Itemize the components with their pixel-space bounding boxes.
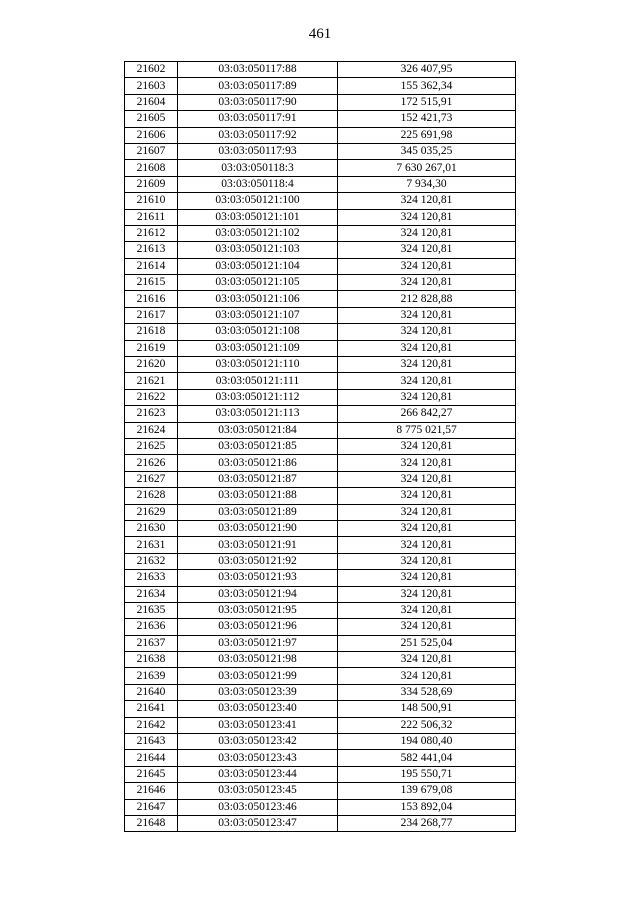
row-number-cell: 21607 [125,143,178,159]
cadastral-value-cell: 334 528,69 [338,684,516,700]
table-row [125,340,516,356]
cadastral-number-cell: 03:03:050121:103 [178,242,338,258]
table-body [125,62,516,832]
row-number-cell: 21617 [125,307,178,323]
cadastral-value-table [124,61,516,832]
cadastral-value-cell: 324 120,81 [338,225,516,241]
row-number-cell: 21602 [125,62,178,78]
cadastral-number-cell: 03:03:050121:100 [178,193,338,209]
row-number-cell: 21630 [125,520,178,536]
table-row [125,307,516,323]
table-row [125,373,516,389]
table-row [125,815,516,831]
table-row [125,488,516,504]
cadastral-value-cell: 324 120,81 [338,553,516,569]
row-number-cell: 21633 [125,570,178,586]
cadastral-value-cell: 7 934,30 [338,176,516,192]
cadastral-number-cell: 03:03:050123:42 [178,734,338,750]
table-row [125,586,516,602]
cadastral-value-cell: 324 120,81 [338,570,516,586]
row-number-cell: 21648 [125,815,178,831]
cadastral-value-cell: 153 892,04 [338,799,516,815]
cadastral-value-cell: 324 120,81 [338,438,516,454]
cadastral-value-cell: 324 120,81 [338,537,516,553]
row-number-cell: 21646 [125,783,178,799]
table-row [125,799,516,815]
row-number-cell: 21608 [125,160,178,176]
table-row [125,324,516,340]
cadastral-number-cell: 03:03:050123:41 [178,717,338,733]
row-number-cell: 21615 [125,275,178,291]
table-row [125,275,516,291]
cadastral-number-cell: 03:03:050123:39 [178,684,338,700]
table-row [125,176,516,192]
row-number-cell: 21609 [125,176,178,192]
cadastral-value-cell: 222 506,32 [338,717,516,733]
table-row [125,258,516,274]
cadastral-number-cell: 03:03:050121:104 [178,258,338,274]
row-number-cell: 21645 [125,766,178,782]
cadastral-number-cell: 03:03:050121:97 [178,635,338,651]
cadastral-number-cell: 03:03:050121:99 [178,668,338,684]
row-number-cell: 21610 [125,193,178,209]
cadastral-value-cell: 195 550,71 [338,766,516,782]
cadastral-number-cell: 03:03:050117:90 [178,94,338,110]
table-row [125,209,516,225]
cadastral-number-cell: 03:03:050121:91 [178,537,338,553]
cadastral-value-cell: 324 120,81 [338,193,516,209]
row-number-cell: 21638 [125,652,178,668]
row-number-cell: 21623 [125,406,178,422]
cadastral-number-cell: 03:03:050118:4 [178,176,338,192]
cadastral-value-cell: 266 842,27 [338,406,516,422]
cadastral-value-cell: 324 120,81 [338,520,516,536]
cadastral-number-cell: 03:03:050121:113 [178,406,338,422]
cadastral-number-cell: 03:03:050121:102 [178,225,338,241]
table-row [125,619,516,635]
table-row [125,438,516,454]
cadastral-value-cell: 139 679,08 [338,783,516,799]
cadastral-value-cell: 324 120,81 [338,209,516,225]
cadastral-number-cell: 03:03:050121:108 [178,324,338,340]
cadastral-value-cell: 172 515,91 [338,94,516,110]
row-number-cell: 21611 [125,209,178,225]
cadastral-value-cell: 234 268,77 [338,815,516,831]
table-row [125,62,516,78]
row-number-cell: 21632 [125,553,178,569]
cadastral-number-cell: 03:03:050121:84 [178,422,338,438]
cadastral-value-cell: 324 120,81 [338,652,516,668]
cadastral-value-cell: 324 120,81 [338,504,516,520]
table-row [125,734,516,750]
row-number-cell: 21606 [125,127,178,143]
cadastral-number-cell: 03:03:050123:46 [178,799,338,815]
cadastral-value-cell: 324 120,81 [338,668,516,684]
cadastral-value-cell: 194 080,40 [338,734,516,750]
table-row [125,602,516,618]
table-row [125,78,516,94]
table-row [125,537,516,553]
row-number-cell: 21640 [125,684,178,700]
row-number-cell: 21612 [125,225,178,241]
row-number-cell: 21605 [125,111,178,127]
table-row [125,783,516,799]
cadastral-number-cell: 03:03:050117:92 [178,127,338,143]
cadastral-number-cell: 03:03:050123:40 [178,701,338,717]
table-row [125,242,516,258]
cadastral-value-cell: 324 120,81 [338,488,516,504]
row-number-cell: 21639 [125,668,178,684]
table-row [125,193,516,209]
table-row [125,750,516,766]
table-row [125,111,516,127]
table-row [125,570,516,586]
cadastral-value-cell: 345 035,25 [338,143,516,159]
table-row [125,357,516,373]
cadastral-number-cell: 03:03:050123:45 [178,783,338,799]
row-number-cell: 21603 [125,78,178,94]
row-number-cell: 21624 [125,422,178,438]
table-row [125,684,516,700]
table-row [125,635,516,651]
cadastral-value-cell: 324 120,81 [338,324,516,340]
row-number-cell: 21627 [125,471,178,487]
cadastral-number-cell: 03:03:050121:89 [178,504,338,520]
cadastral-number-cell: 03:03:050121:110 [178,357,338,373]
row-number-cell: 21616 [125,291,178,307]
cadastral-value-cell: 324 120,81 [338,275,516,291]
row-number-cell: 21613 [125,242,178,258]
table-row [125,520,516,536]
cadastral-number-cell: 03:03:050117:93 [178,143,338,159]
table-row [125,652,516,668]
cadastral-value-cell: 324 120,81 [338,619,516,635]
cadastral-value-cell: 324 120,81 [338,602,516,618]
cadastral-number-cell: 03:03:050121:101 [178,209,338,225]
table-row [125,406,516,422]
cadastral-number-cell: 03:03:050121:109 [178,340,338,356]
row-number-cell: 21647 [125,799,178,815]
table-row [125,701,516,717]
row-number-cell: 21637 [125,635,178,651]
table-row [125,160,516,176]
cadastral-value-cell: 148 500,91 [338,701,516,717]
row-number-cell: 21622 [125,389,178,405]
cadastral-value-cell: 324 120,81 [338,455,516,471]
row-number-cell: 21604 [125,94,178,110]
cadastral-number-cell: 03:03:050121:107 [178,307,338,323]
table-row [125,553,516,569]
cadastral-value-cell: 225 691,98 [338,127,516,143]
row-number-cell: 21619 [125,340,178,356]
table-row [125,225,516,241]
row-number-cell: 21641 [125,701,178,717]
cadastral-number-cell: 03:03:050121:105 [178,275,338,291]
cadastral-value-cell: 324 120,81 [338,471,516,487]
table-row [125,94,516,110]
row-number-cell: 21634 [125,586,178,602]
row-number-cell: 21629 [125,504,178,520]
cadastral-number-cell: 03:03:050117:88 [178,62,338,78]
row-number-cell: 21625 [125,438,178,454]
cadastral-number-cell: 03:03:050121:106 [178,291,338,307]
cadastral-number-cell: 03:03:050117:89 [178,78,338,94]
cadastral-number-cell: 03:03:050123:47 [178,815,338,831]
row-number-cell: 21628 [125,488,178,504]
table-row [125,471,516,487]
table-row [125,127,516,143]
cadastral-number-cell: 03:03:050118:3 [178,160,338,176]
row-number-cell: 21614 [125,258,178,274]
cadastral-value-cell: 251 525,04 [338,635,516,651]
row-number-cell: 21620 [125,357,178,373]
row-number-cell: 21642 [125,717,178,733]
cadastral-value-cell: 324 120,81 [338,242,516,258]
cadastral-number-cell: 03:03:050123:44 [178,766,338,782]
table-row [125,389,516,405]
cadastral-value-cell: 155 362,34 [338,78,516,94]
table-row [125,143,516,159]
row-number-cell: 21636 [125,619,178,635]
cadastral-number-cell: 03:03:050121:86 [178,455,338,471]
page-number: 461 [308,26,332,42]
cadastral-number-cell: 03:03:050121:95 [178,602,338,618]
cadastral-number-cell: 03:03:050121:112 [178,389,338,405]
cadastral-value-cell: 7 630 267,01 [338,160,516,176]
row-number-cell: 21618 [125,324,178,340]
row-number-cell: 21644 [125,750,178,766]
row-number-cell: 21626 [125,455,178,471]
cadastral-value-cell: 324 120,81 [338,357,516,373]
table-row [125,766,516,782]
cadastral-value-cell: 324 120,81 [338,340,516,356]
cadastral-value-cell: 212 828,88 [338,291,516,307]
table-row [125,504,516,520]
cadastral-number-cell: 03:03:050121:88 [178,488,338,504]
table-row [125,422,516,438]
cadastral-number-cell: 03:03:050121:87 [178,471,338,487]
cadastral-value-cell: 326 407,95 [338,62,516,78]
cadastral-number-cell: 03:03:050121:85 [178,438,338,454]
table-row [125,291,516,307]
cadastral-number-cell: 03:03:050117:91 [178,111,338,127]
cadastral-number-cell: 03:03:050121:111 [178,373,338,389]
row-number-cell: 21635 [125,602,178,618]
row-number-cell: 21631 [125,537,178,553]
table-row [125,455,516,471]
cadastral-value-cell: 324 120,81 [338,307,516,323]
cadastral-number-cell: 03:03:050121:90 [178,520,338,536]
row-number-cell: 21643 [125,734,178,750]
cadastral-number-cell: 03:03:050121:94 [178,586,338,602]
cadastral-value-cell: 8 775 021,57 [338,422,516,438]
cadastral-value-cell: 324 120,81 [338,389,516,405]
cadastral-value-cell: 582 441,04 [338,750,516,766]
cadastral-number-cell: 03:03:050121:96 [178,619,338,635]
cadastral-number-cell: 03:03:050121:98 [178,652,338,668]
row-number-cell: 21621 [125,373,178,389]
table-row [125,717,516,733]
cadastral-value-cell: 324 120,81 [338,373,516,389]
cadastral-number-cell: 03:03:050121:93 [178,570,338,586]
cadastral-value-cell: 324 120,81 [338,258,516,274]
table-row [125,668,516,684]
cadastral-number-cell: 03:03:050123:43 [178,750,338,766]
cadastral-value-cell: 152 421,73 [338,111,516,127]
cadastral-value-cell: 324 120,81 [338,586,516,602]
cadastral-number-cell: 03:03:050121:92 [178,553,338,569]
